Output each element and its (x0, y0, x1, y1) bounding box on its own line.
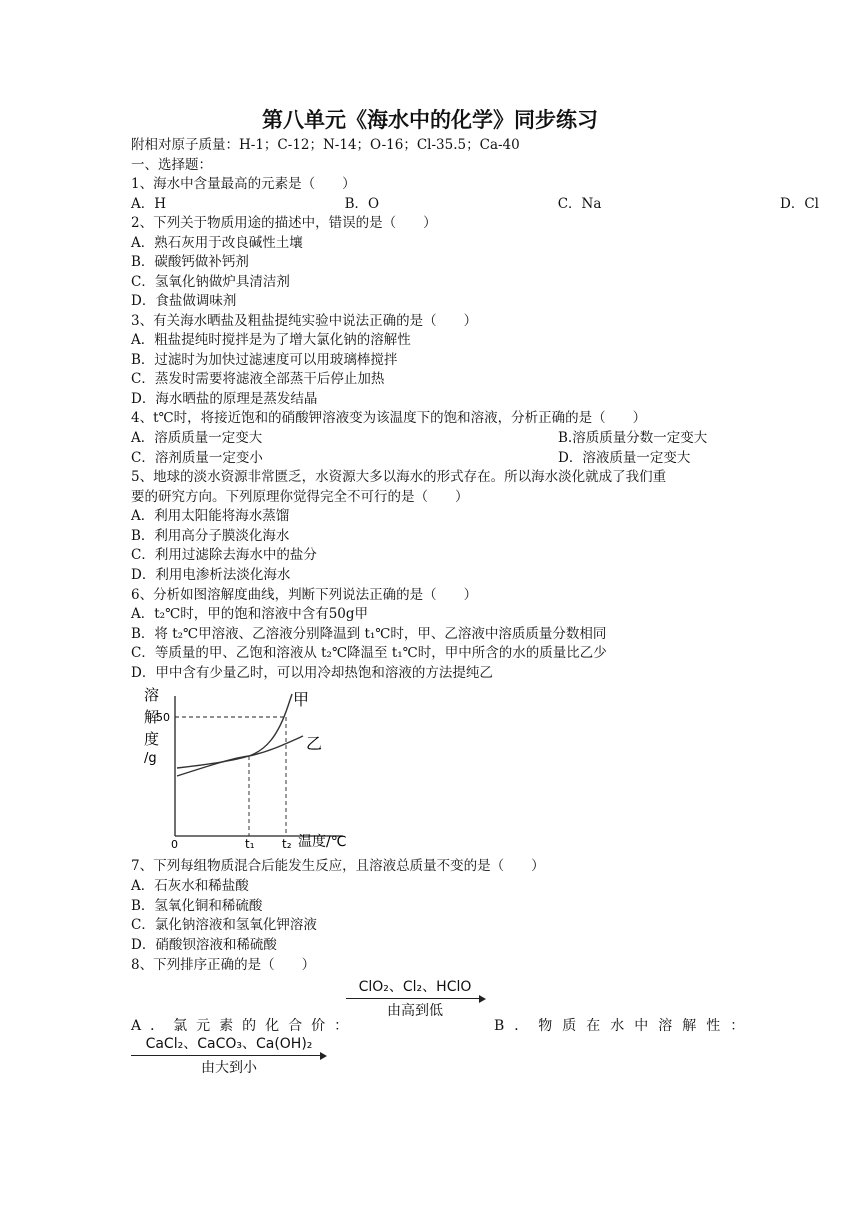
option-b: B．物质在水中溶解性： (494, 1018, 755, 1034)
option-b: B.溶质质量分数一定变大 (558, 430, 708, 446)
formula-a-arrow (344, 996, 486, 1002)
question-4-stem: 4、t℃时，将接近饱和的硝酸钾溶液变为该温度下的饱和溶液，分析正确的是（ ） (131, 410, 647, 426)
q8-formula-b (131, 1035, 327, 1077)
option-c: C．蒸发时需要将滤液全部蒸干后停止加热 (131, 371, 385, 387)
question-1-stem: 1、海水中含量最高的元素是（ ） (131, 176, 356, 192)
question-6-stem: 6、分析如图溶解度曲线，判断下列说法正确的是（ ） (131, 587, 478, 603)
formula-a-bottom: 由高到低 (387, 1003, 443, 1019)
question-8-stem: 8、下列排序正确的是（ ） (131, 957, 316, 973)
question-3-stem: 3、有关海水晒盐及粗盐提纯实验中说法正确的是（ ） (131, 313, 478, 329)
series-label-jia: 甲 (293, 690, 310, 709)
option-c: C．Na (557, 196, 602, 212)
section-heading: 一、选择题： (131, 157, 212, 173)
option-a: A．t₂℃时，甲的饱和溶液中含有50g甲 (131, 606, 369, 622)
option-d: D．Cl (780, 196, 819, 212)
solubility-graph (138, 684, 368, 850)
origin-label: 0 (171, 838, 178, 850)
curve-jia (177, 694, 292, 768)
y-label-2: 解 (144, 708, 160, 726)
q8-formula-a (344, 978, 486, 1020)
option-c: C．氯化钠溶液和氢氧化钾溶液 (131, 917, 317, 933)
option-d: D．硝酸钡溶液和稀硫酸 (131, 937, 277, 953)
curve-yi (177, 736, 303, 776)
formula-b-top: CaCl₂、CaCO₃、Ca(OH)₂ (145, 1036, 313, 1052)
option-b: B．利用高分子膜淡化海水 (131, 528, 290, 544)
option-a: A．石灰水和稀盐酸 (131, 878, 249, 894)
x-axis-label: 温度/℃ (298, 834, 347, 850)
x-tick-t1: t₁ (245, 837, 255, 850)
question-7-stem: 7、下列每组物质混合后能发生反应，且溶液总质量不变的是（ ） (131, 858, 545, 874)
option-a: A．氯元素的化合价： (131, 1018, 358, 1034)
option-a: A．溶质质量一定变大 (131, 430, 263, 446)
question-1-options (131, 195, 819, 213)
option-c: C．利用过滤除去海水中的盐分 (131, 547, 317, 563)
option-a: A．粗盐提纯时搅拌是为了增大氯化钠的溶解性 (131, 332, 411, 348)
question-5-stem: 5、地球的淡水资源非常匮乏，水资源大多以海水的形式存在。所以海水淡化就成了我们重 (131, 469, 667, 485)
option-d: D．海水晒盐的原理是蒸发结晶 (131, 391, 318, 407)
option-d: D．食盐做调味剂 (131, 293, 237, 309)
series-label-yi: 乙 (306, 734, 323, 753)
option-a: A．利用太阳能将海水蒸馏 (131, 508, 290, 524)
option-b: B．O (344, 196, 380, 212)
y-label-1: 溶 (144, 686, 160, 704)
option-d: D．利用电渗析法淡化海水 (131, 567, 291, 583)
formula-b-arrow (131, 1053, 327, 1059)
y-tick-50: 50 (156, 711, 170, 724)
option-d: D．甲中含有少量乙时，可以用冷却热饱和溶液的方法提纯乙 (131, 665, 493, 681)
question-2-stem: 2、下列关于物质用途的描述中，错误的是（ ） (131, 215, 437, 231)
option-c: C．等质量的甲、乙饱和溶液从 t₂℃降温至 t₁℃时，甲中所含的水的质量比乙少 (131, 645, 607, 661)
y-label-unit: /g (144, 751, 157, 766)
formula-a-top: ClO₂、Cl₂、HClO (358, 979, 472, 995)
formula-b-bottom: 由大到小 (201, 1060, 257, 1076)
y-label-3: 度 (144, 730, 160, 748)
option-b: B．过滤时为加快过滤速度可以用玻璃棒搅拌 (131, 352, 398, 368)
option-a: A．熟石灰用于改良碱性土壤 (131, 235, 303, 251)
option-c: C．氢氧化钠做炉具清洁剂 (131, 274, 290, 290)
option-a: A．H (131, 196, 167, 212)
x-tick-t2: t₂ (282, 837, 292, 850)
option-b: B．将 t₂℃甲溶液、乙溶液分别降温到 t₁℃时，甲、乙溶液中溶质质量分数相同 (131, 626, 607, 642)
option-c: C．溶剂质量一定变小 (131, 450, 263, 466)
option-d: D．溶液质量一定变大 (558, 450, 691, 466)
page-title: 第八单元《海水中的化学》同步练习 (262, 108, 598, 132)
atomic-masses: 附相对原子质量：H-1；C-12；N-14；O-16；Cl-35.5；Ca-40 (131, 137, 520, 153)
option-b: B．碳酸钙做补钙剂 (131, 254, 249, 270)
option-b: B．氢氧化铜和稀硫酸 (131, 898, 263, 914)
question-5-stem-cont: 要的研究方向。下列原理你觉得完全不可行的是（ ） (131, 489, 469, 505)
